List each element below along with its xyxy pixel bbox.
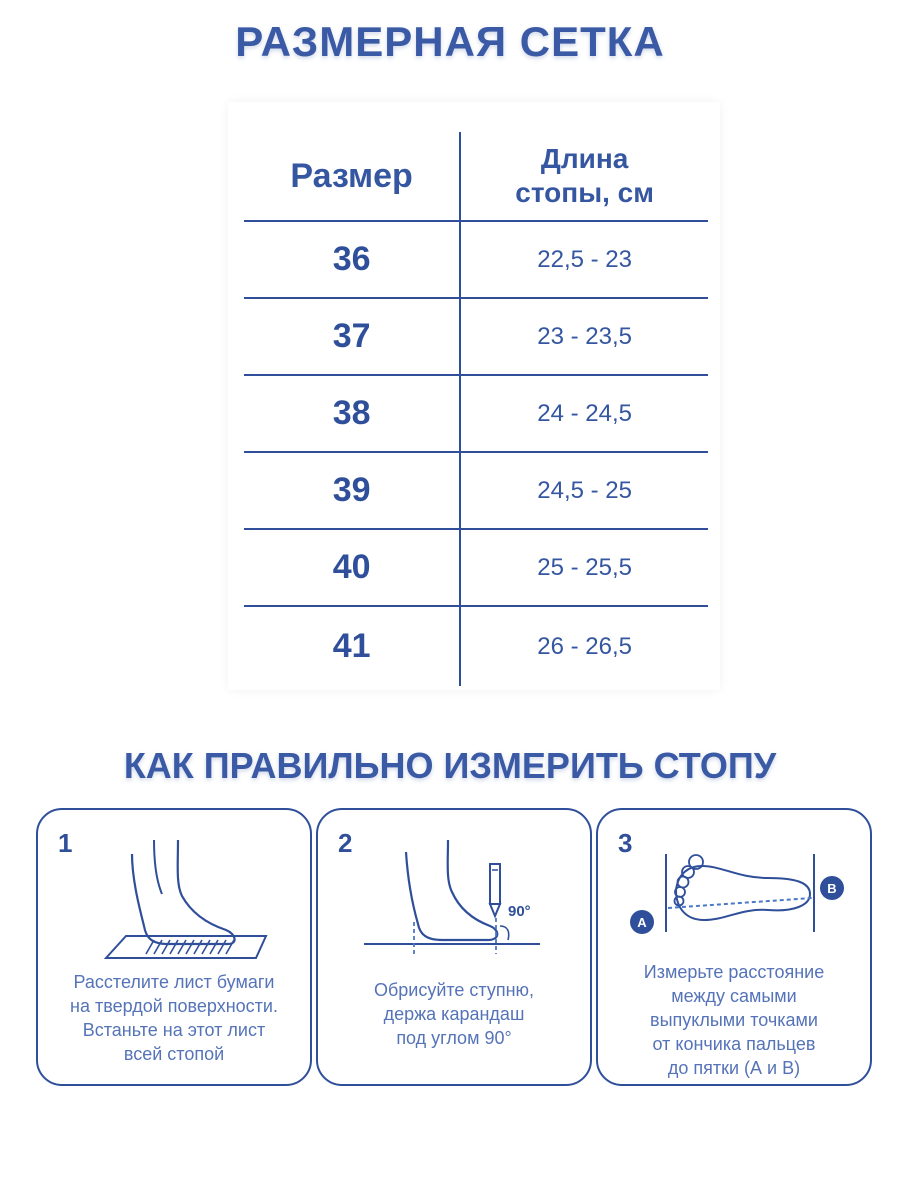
size-cell: 37 — [244, 298, 460, 375]
size-cell: 39 — [244, 452, 460, 529]
foot-trace-pencil-icon — [358, 840, 558, 960]
size-chart-table — [244, 132, 708, 686]
length-cell: 26 - 26,5 — [460, 606, 708, 686]
step-text-line: выпуклыми точками — [650, 1010, 818, 1030]
table-row — [244, 221, 708, 298]
step-number: 2 — [338, 828, 353, 858]
table-row — [244, 452, 708, 529]
table-row — [244, 529, 708, 606]
size-cell: 38 — [244, 375, 460, 452]
length-cell: 24 - 24,5 — [460, 375, 708, 452]
step-number: 1 — [58, 828, 73, 858]
step-text-line: Встаньте на этот лист — [82, 1020, 266, 1040]
table-row — [244, 375, 708, 452]
header-length-line2: стопы, см — [515, 177, 654, 208]
length-cell: 24,5 - 25 — [460, 452, 708, 529]
size-cell: 41 — [244, 606, 460, 686]
size-chart-title: РАЗМЕРНАЯ СЕТКА — [235, 18, 665, 65]
table-row — [244, 298, 708, 375]
length-cell: 25 - 25,5 — [460, 529, 708, 606]
size-cell: 36 — [244, 221, 460, 298]
step-text-line: Обрисуйте ступню, — [373, 980, 535, 1000]
header-length-line1: Длина — [540, 143, 629, 174]
step-number: 3 — [618, 828, 633, 858]
length-cell: 22,5 - 23 — [460, 221, 708, 298]
step-text-line: до пятки (А и В) — [667, 1058, 801, 1078]
step-text-line: Измерьте расстояние — [643, 962, 825, 982]
step-text-line: всей стопой — [123, 1044, 225, 1064]
step-text-line: Расстелите лист бумаги — [73, 972, 275, 992]
step-text-line: на твердой поверхности. — [70, 996, 278, 1016]
step-text-line: от кончика пальцев — [652, 1034, 816, 1054]
point-a-label: A — [637, 915, 647, 930]
step-text — [48, 970, 300, 1066]
header-size: Размер — [290, 156, 413, 195]
step-text-line: держа карандаш — [383, 1004, 525, 1024]
foot-measure-icon — [618, 848, 868, 948]
table-row — [244, 606, 708, 686]
header-foot-length — [460, 132, 708, 221]
instruction-card-3 — [596, 808, 872, 1086]
size-cell: 40 — [244, 529, 460, 606]
table-header-row — [244, 132, 708, 221]
step-text — [328, 978, 580, 1050]
step-text-line: между самыми — [671, 986, 797, 1006]
step-text — [608, 960, 860, 1080]
instructions-title: КАК ПРАВИЛЬНО ИЗМЕРИТЬ СТОПУ — [123, 745, 777, 786]
length-cell: 23 - 23,5 — [460, 298, 708, 375]
instruction-card-1 — [36, 808, 312, 1086]
angle-label: 90° — [508, 903, 531, 920]
instruction-card-2 — [316, 808, 592, 1086]
step-text-line: под углом 90° — [396, 1028, 512, 1048]
foot-on-paper-icon — [88, 840, 268, 960]
size-chart-table-card — [228, 102, 720, 690]
point-b-label: B — [827, 881, 837, 896]
